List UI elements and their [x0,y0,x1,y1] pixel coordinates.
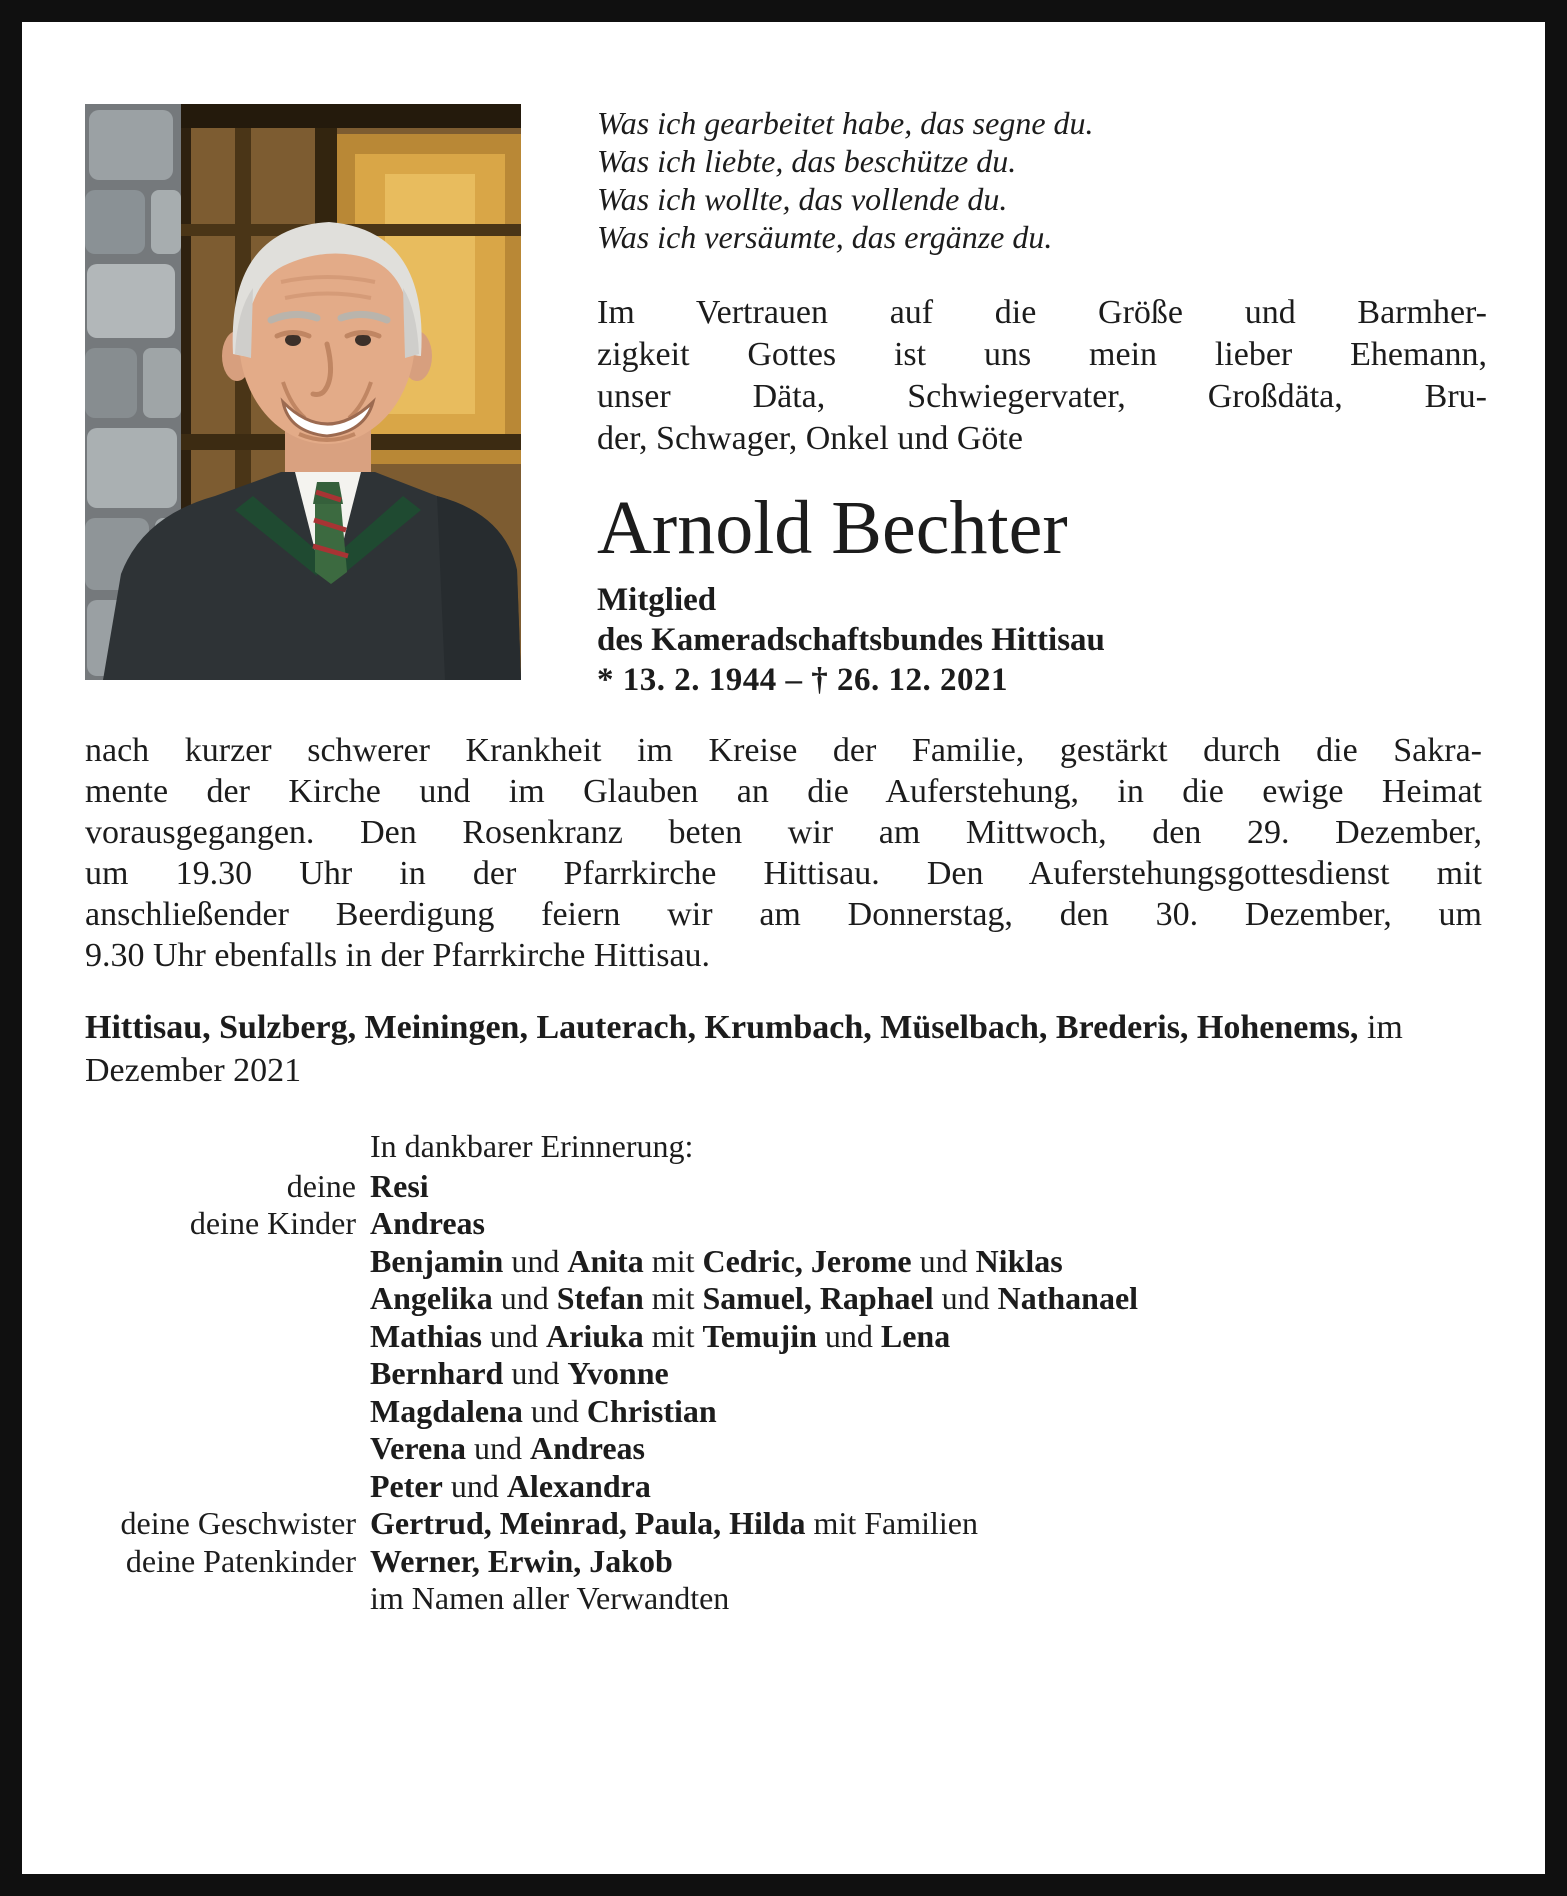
regular-text: mit Familien [805,1505,978,1541]
bold-text: Mathias [370,1317,482,1354]
bold-text: Hittisau, Sulzberg, Meiningen, Lauterach, Krumbach, Müselbach, Brederis, Hohenems, [85,1009,1359,1046]
remembrance-content [370,1543,1482,1581]
intro-line: zigkeit Gottes ist uns mein lieber Ehemann, [597,336,1487,373]
regular-text: und [911,1242,976,1279]
regular-text: im Namen aller Verwandten [370,1580,730,1616]
bold-text: Cedric, Jerome [702,1242,912,1279]
remembrance-rows [85,1168,1482,1618]
regular-text: und [442,1467,507,1504]
regular-text: mit [643,1242,703,1279]
remembrance-row [85,1168,1482,1206]
announcement-line: nach kurzer schwerer Krankheit im Kreise der Familie, gestärkt durch die Sakra- [85,732,1482,769]
remembrance-row [85,1468,1482,1506]
bold-text: Alexandra [506,1467,651,1504]
intro-line: unser Däta, Schwiegervater, Großdäta, Bru- [597,378,1487,415]
regular-text: und [482,1317,546,1354]
announcement-line: 9.30 Uhr ebenfalls in der Pfarrkirche Hittisau. [85,937,711,974]
portrait-illustration [85,104,521,680]
bold-text: Temujin [702,1317,817,1354]
remembrance-content [370,1393,1482,1431]
regular-text: und [503,1242,568,1279]
remembrance-content [370,1243,1482,1281]
remembrance-label [85,1468,356,1506]
regular-text: mit [643,1280,703,1316]
remembrance-row [85,1543,1482,1581]
locations-line [85,1006,1482,1092]
remembrance-row [85,1505,1482,1543]
membership-line-2: des Kameradschaftsbundes Hittisau [597,622,1105,658]
bold-text: Benjamin [370,1242,504,1279]
bold-text: Resi [370,1167,429,1204]
bold-text: Stefan [556,1280,644,1316]
remembrance-label [85,1393,356,1431]
poem-line: Was ich wollte, das vollende du. [597,181,1008,217]
regular-text: und [492,1280,557,1316]
membership-line-1: Mitglied [597,582,717,618]
regular-text: im Dezember 2021 [85,1009,1403,1089]
regular-text: mit [643,1317,703,1354]
announcement-line: vorausgegangen. Den Rosenkranz beten wir am Mittwoch, den 29. Dezember, [85,814,1482,851]
announcement-line: mente der Kirche und im Glauben an die Auferstehung, in die ewige Heimat [85,773,1482,810]
announcement-line: um 19.30 Uhr in der Pfarrkirche Hittisau. Den Auferstehungsgottesdienst mit [85,855,1482,892]
remembrance-row [85,1280,1482,1318]
dates-line: * 13. 2. 1944 – † 26. 12. 2021 [597,662,1008,698]
intro-line: der, Schwager, Onkel und Göte [597,420,1023,457]
bold-text: Magdalena [370,1392,523,1429]
remembrance-row [85,1393,1482,1431]
remembrance-row [85,1318,1482,1356]
bold-text: Andreas [370,1205,485,1241]
bold-text: Niklas [975,1242,1063,1279]
remembrance-label: deine Patenkinder [125,1542,356,1579]
bold-text: Anita [567,1242,644,1279]
regular-text: und [503,1355,568,1391]
remembrance-content [370,1168,1482,1206]
bold-text: Werner, Erwin, Jakob [370,1542,673,1579]
regular-text: und [816,1317,881,1354]
remembrance-label [85,1430,356,1468]
portrait-photo [85,104,521,680]
bold-text: Yvonne [567,1355,669,1391]
bold-text: Ariuka [546,1317,644,1354]
bold-text: Peter [370,1467,443,1504]
remembrance-label [85,1355,356,1393]
remembrance-label: deine Geschwister [120,1505,356,1541]
remembrance-row [85,1430,1482,1468]
intro-line: Im Vertrauen auf die Größe und Barmher- [597,294,1487,331]
poem-line: Was ich versäumte, das ergänze du. [597,219,1053,255]
remembrance-label: deine Kinder [189,1205,356,1241]
remembrance-row [85,1205,1482,1243]
remembrance-title: In dankbarer Erinnerung: [370,1128,694,1164]
remembrance-row [85,1355,1482,1393]
bold-text: Lena [880,1317,951,1354]
top-section [22,22,1545,700]
membership-block [597,580,1487,700]
remembrance-section [85,1128,1482,1618]
remembrance-label [85,1243,356,1281]
remembrance-row [85,1580,1482,1618]
bold-text: Nathanael [997,1280,1139,1316]
remembrance-content [370,1205,1482,1243]
bold-text: Samuel, Raphael [702,1280,934,1316]
announcement-text [85,730,1482,976]
remembrance-content [370,1468,1482,1506]
remembrance-content [370,1580,1482,1618]
announcement-line: anschließender Beerdigung feiern wir am Donnerstag, den 30. Dezember, um [85,896,1482,933]
regular-text: und [933,1280,998,1316]
bold-text: Bernhard [370,1355,504,1391]
remembrance-content [370,1430,1482,1468]
regular-text: und [466,1430,530,1466]
poem-line: Was ich liebte, das beschütze du. [597,143,1017,179]
deceased-name: Arnold Bechter [597,486,1068,570]
remembrance-label [85,1280,356,1318]
remembrance-label: deine [286,1167,356,1204]
bold-text: Andreas [530,1430,645,1466]
bold-text: Christian [586,1392,717,1429]
remembrance-content [370,1505,1482,1543]
intro-text [597,292,1487,460]
bold-text: Angelika [370,1280,493,1316]
remembrance-content [370,1355,1482,1393]
poem [597,104,1487,256]
remembrance-content [370,1318,1482,1356]
remembrance-content [370,1280,1482,1318]
bold-text: Gertrud, Meinrad, Paula, Hilda [370,1505,806,1541]
header-column [597,104,1487,700]
remembrance-label [85,1580,356,1618]
poem-line: Was ich gearbeitet habe, das segne du. [597,105,1094,141]
remembrance-row [85,1243,1482,1281]
regular-text: und [522,1392,587,1429]
remembrance-label [85,1318,356,1356]
bold-text: Verena [370,1430,466,1466]
